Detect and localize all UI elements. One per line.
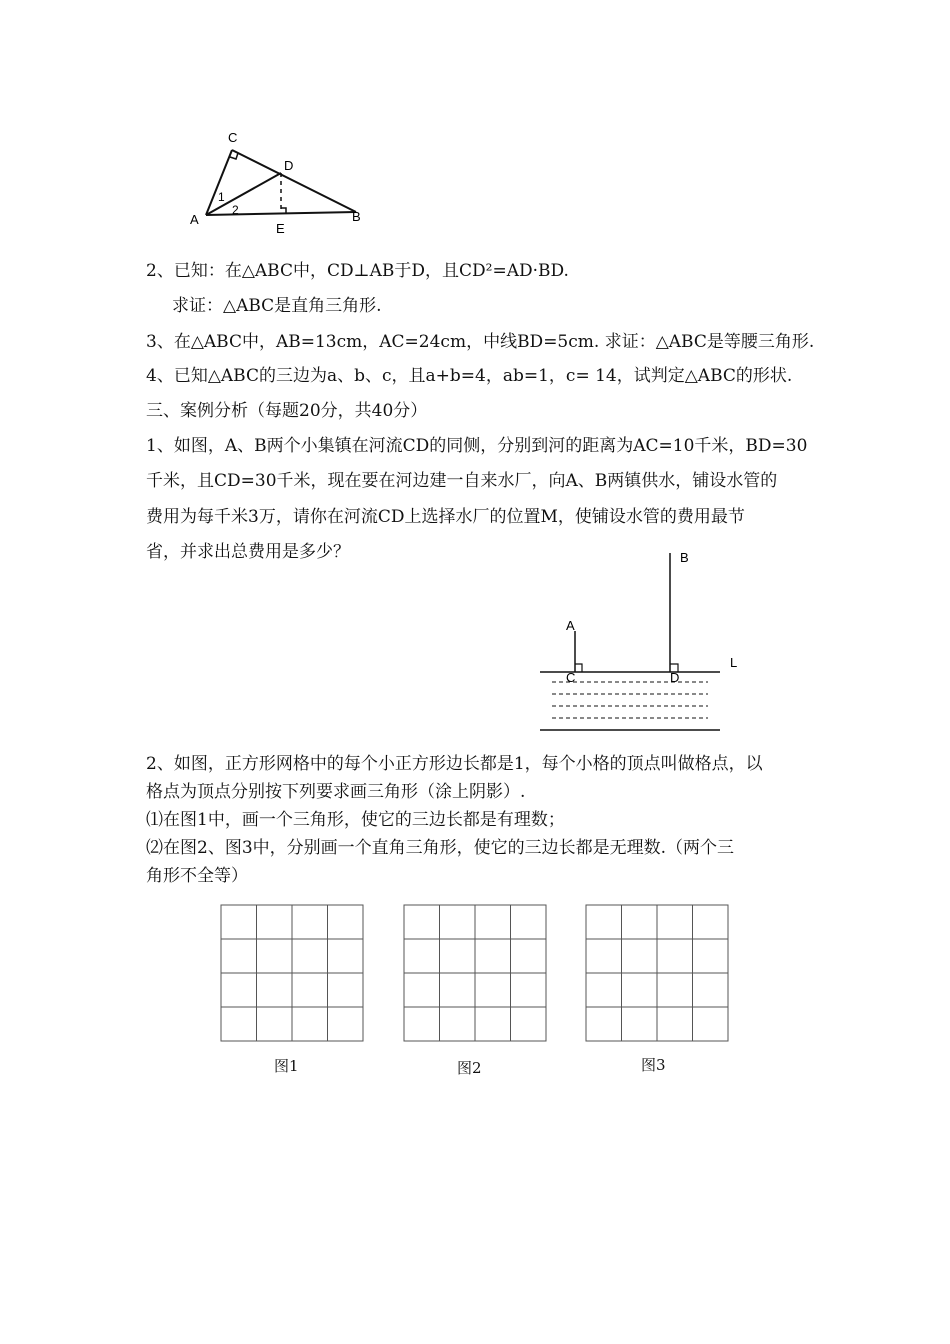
label-l: L (730, 655, 738, 670)
river-figure (530, 545, 750, 735)
case-2-line-1: 2、如图，正方形网格中的每个小正方形边长都是1，每个小格的顶点叫做格点，以 (146, 754, 763, 774)
case-2-item-2-line-1: ⑵在图2、图3中，分别画一个直角三角形，使它的三边长都是无理数.（两个三 (146, 838, 735, 858)
label-d: D (670, 670, 680, 685)
case-1-line-1: 1、如图，A、B两个小集镇在河流CD的同侧，分别到河的距离为AC=10千米，BD=30 (146, 436, 808, 456)
label-d: D (284, 158, 294, 173)
label-c: C (228, 130, 238, 145)
case-1-line-4: 省，并求出总费用是多少？ (146, 542, 350, 562)
grid-figure-3 (585, 904, 731, 1044)
grid-caption-1: 图1 (274, 1057, 299, 1075)
case-1-line-2: 千米，且CD=30千米，现在要在河边建一自来水厂，向A、B两镇供水，铺设水管的 (146, 471, 778, 491)
label-a: A (566, 618, 575, 633)
label-angle-2: 2 (232, 203, 239, 217)
label-a: A (190, 212, 199, 227)
grid-caption-2: 图2 (457, 1059, 482, 1077)
triangle-figure (180, 120, 390, 240)
case-1-line-3: 费用为每千米3万，请你在河流CD上选择水厂的位置M，使铺设水管的费用最节 (146, 507, 745, 527)
grid-caption-3: 图3 (641, 1056, 666, 1074)
case-2-line-2: 格点为顶点分别按下列要求画三角形（涂上阴影）. (146, 782, 526, 802)
problem-3: 3、在△ABC中，AB=13cm，AC=24cm，中线BD=5cm. 求证：△ABC是等腰三角形. (146, 332, 815, 352)
label-angle-1: 1 (218, 190, 225, 204)
grid-figure-2 (403, 904, 549, 1044)
section-3-heading: 三、案例分析（每题20分，共40分） (146, 401, 428, 421)
problem-2-line-2: 求证：△ABC是直角三角形. (172, 296, 382, 316)
label-b: B (352, 209, 361, 224)
label-c: C (566, 670, 576, 685)
label-e: E (276, 221, 285, 236)
problem-2-line-1: 2、已知：在△ABC中，CD⊥AB于D，且CD²=AD·BD. (146, 261, 569, 281)
case-2-item-1: ⑴在图1中，画一个三角形，使它的三边长都是有理数； (146, 810, 565, 830)
grid-figure-1 (220, 904, 366, 1044)
segment-ac (206, 150, 232, 215)
right-angle-mark-c (575, 664, 582, 672)
case-2-item-2-line-2: 角形不全等） (146, 866, 248, 886)
label-b: B (680, 550, 689, 565)
problem-4: 4、已知△ABC的三边为a、b、c，且a+b=4，ab=1，c= 14，试判定△ABC的形状. (146, 366, 793, 386)
segment-cb (232, 150, 356, 212)
